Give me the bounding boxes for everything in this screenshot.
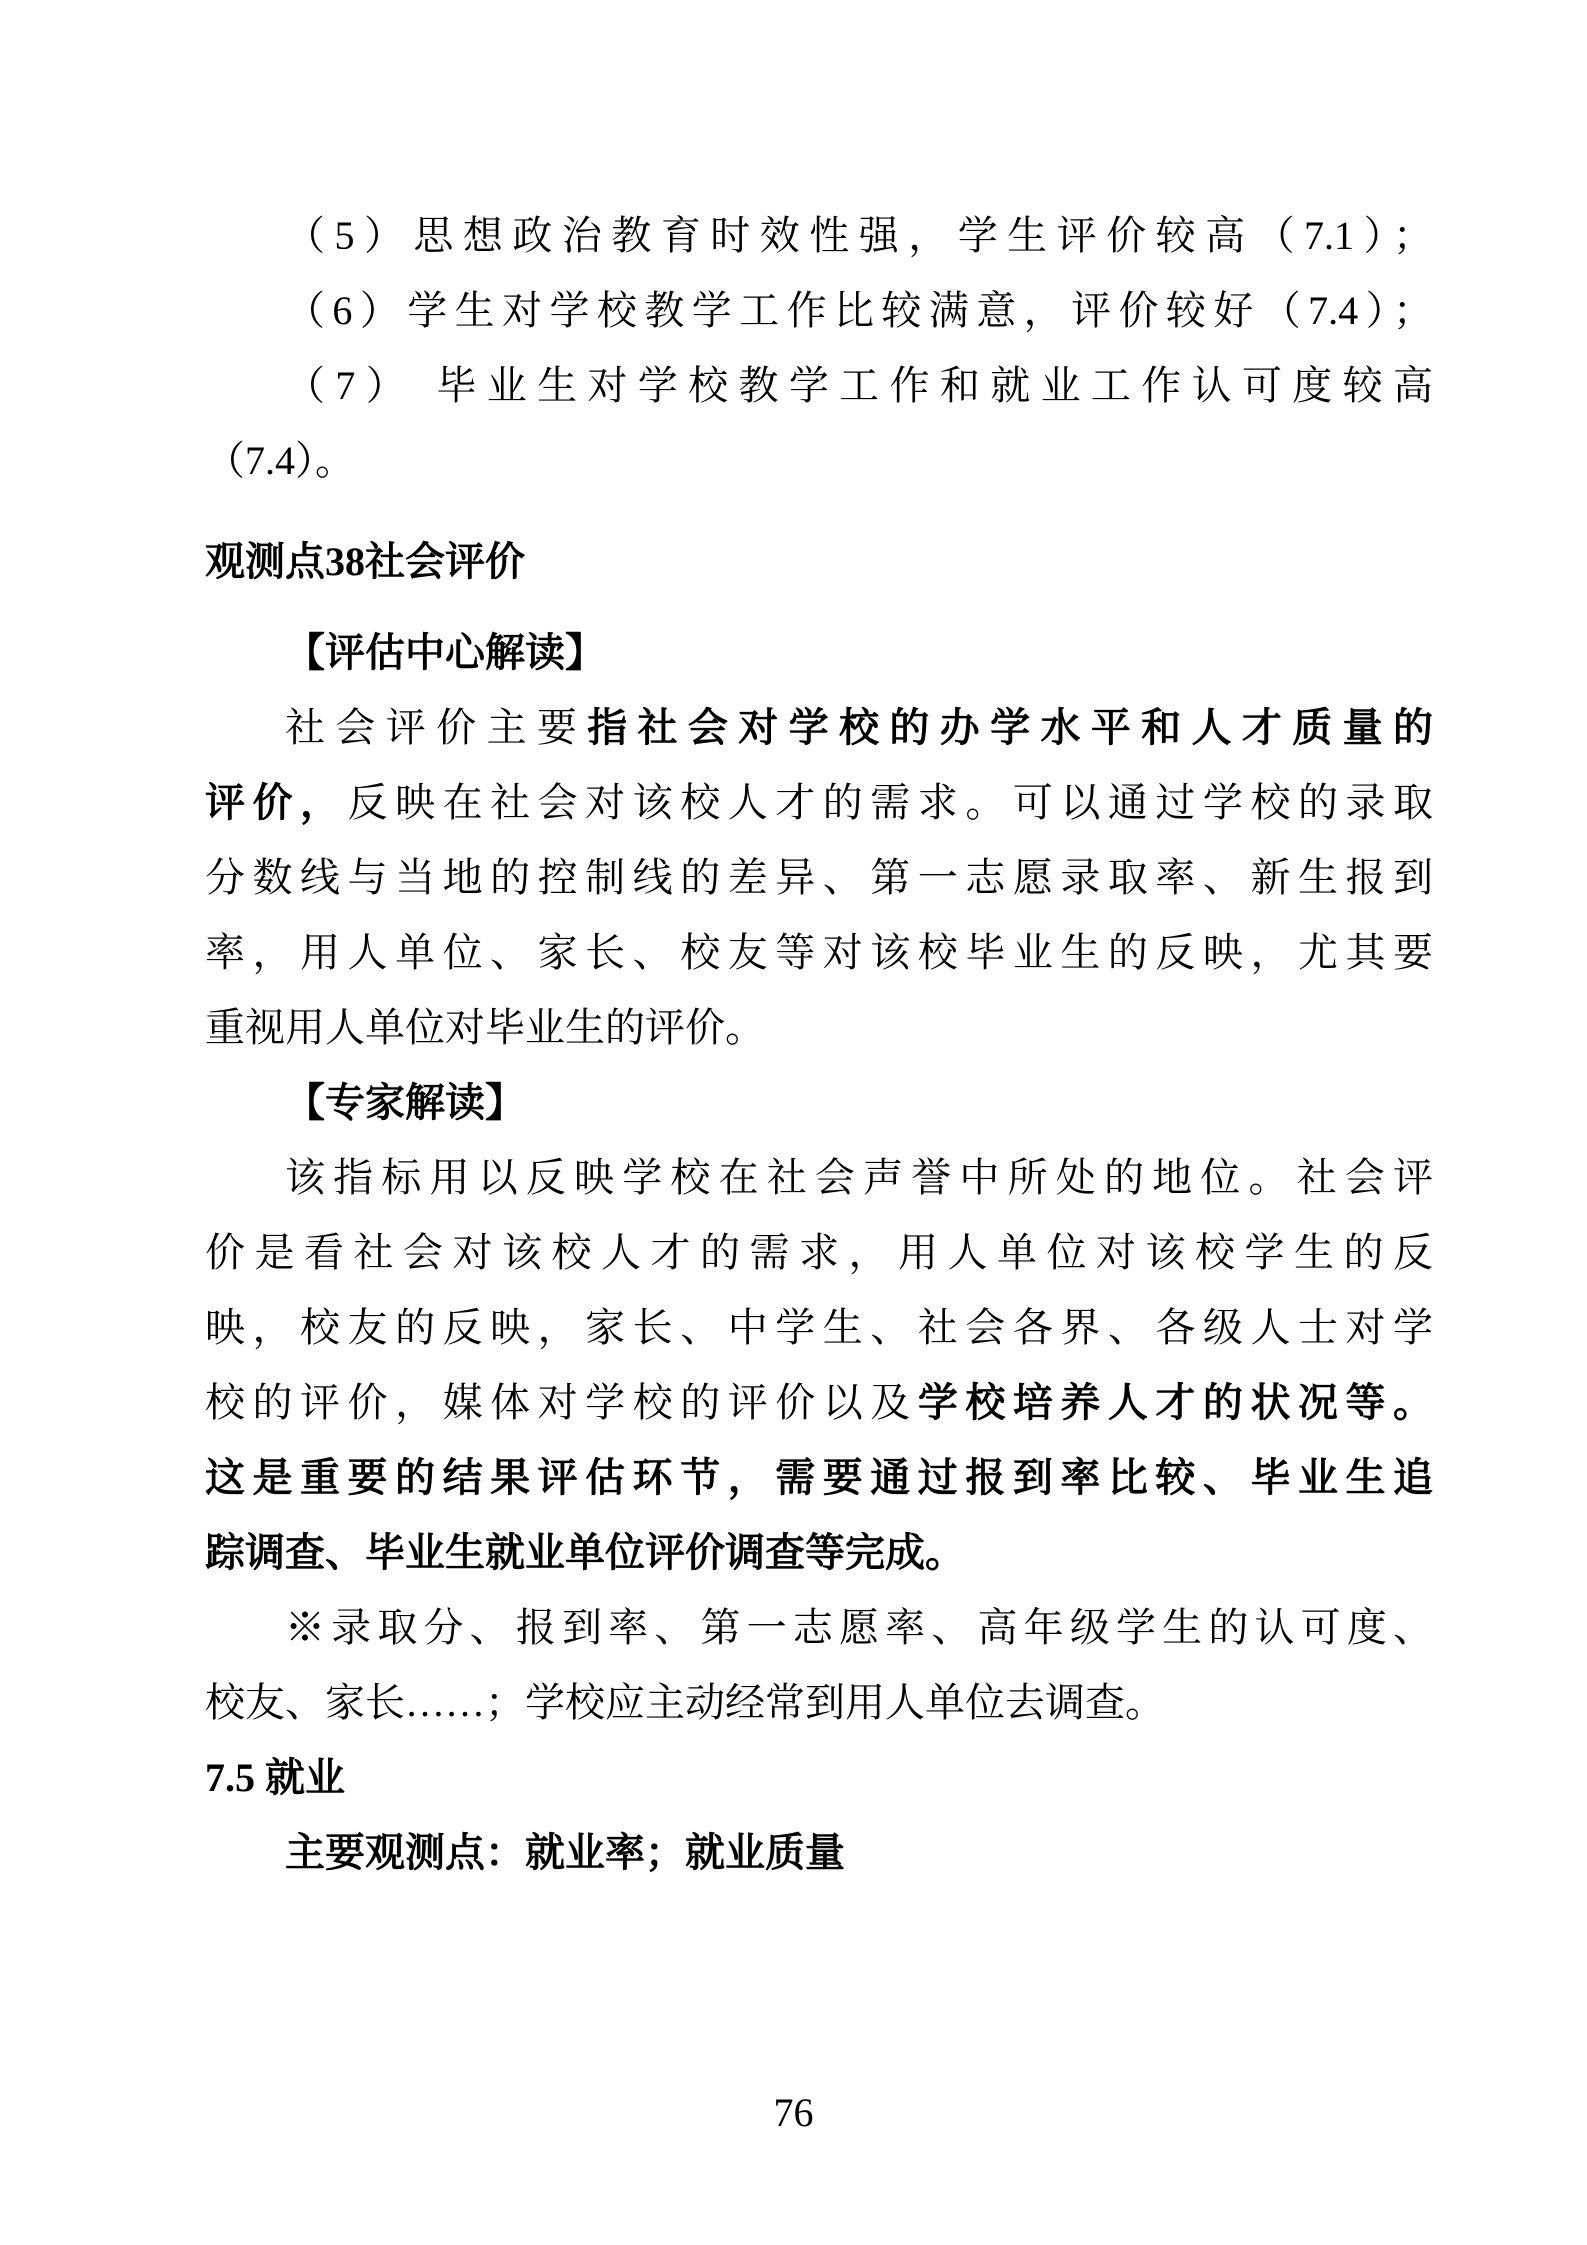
body-text: （6）学生对学校教学工作比较满意，评价较好（7.4）；: [285, 288, 1433, 333]
text-line: [205, 273, 1433, 348]
body-text: 反映在社会对该校人才的需求。可以通过学校的录取: [347, 780, 1434, 825]
paragraph-social-evaluation: [205, 690, 1433, 1065]
text-line: [205, 1215, 1433, 1290]
text-line: [205, 1665, 1433, 1740]
body-text: （7） 毕业生对学校教学工作和就业工作认可度较高: [285, 363, 1433, 408]
text-line: [205, 1815, 1433, 1890]
paragraph-item-7: [205, 348, 1433, 498]
document-body: [205, 198, 1433, 1890]
emphasis-text: 主要观测点：就业率；就业质量: [285, 1830, 845, 1875]
body-text: （5）思想政治教育时效性强，学生评价较高（7.1）；: [285, 213, 1433, 258]
paragraph-item-6: [205, 273, 1433, 348]
text-line: [205, 915, 1433, 990]
paragraph-main-observation-points: [205, 1815, 1433, 1890]
body-text: ※录取分、报到率、第一志愿率、高年级学生的认可度、: [285, 1605, 1433, 1650]
label-evaluation-center-interpretation: [205, 615, 1433, 690]
paragraph-item-5: [205, 198, 1433, 273]
text-line: [205, 524, 1433, 599]
text-line: [205, 198, 1433, 273]
emphasis-text: 【专家解读】: [285, 1080, 525, 1125]
text-line: [205, 765, 1433, 840]
body-text: 该指标用以反映学校在社会声誉中所处的地位。社会评: [285, 1155, 1433, 1200]
paragraph-indicator-explanation: [205, 1140, 1433, 1590]
emphasis-text: 评价，: [205, 780, 348, 825]
body-text: 分数线与当地的控制线的差异、第一志愿录取率、新生报到: [205, 855, 1433, 900]
text-line: [205, 1365, 1433, 1440]
label-expert-interpretation: [205, 1065, 1433, 1140]
body-text: 价是看社会对该校人才的需求，用人单位对该校学生的反: [205, 1230, 1433, 1275]
section-heading-7-5-employment: [205, 1740, 1433, 1815]
emphasis-text: 这是重要的结果评估环节，需要通过报到率比较、毕业生追: [205, 1455, 1433, 1500]
text-line: [205, 1590, 1433, 1665]
text-line: [205, 990, 1433, 1065]
text-line: [205, 690, 1433, 765]
body-text: 率，用人单位、家长、校友等对该校毕业生的反映，尤其要: [205, 930, 1433, 975]
emphasis-text: 指社会对学校的办学水平和人才质量的: [587, 705, 1434, 750]
text-line: [205, 1515, 1433, 1590]
body-text: 校的评价，媒体对学校的评价以及: [205, 1380, 918, 1425]
text-line: [205, 423, 1433, 498]
text-line: [205, 1740, 1433, 1815]
body-text: 重视用人单位对毕业生的评价。: [205, 1005, 765, 1050]
text-line: [205, 1140, 1433, 1215]
text-line: [205, 840, 1433, 915]
body-text: 校友、家长……；学校应主动经常到用人单位去调查。: [205, 1680, 1165, 1725]
text-line: [205, 1440, 1433, 1515]
body-text: 社会评价主要: [285, 705, 588, 750]
emphasis-text: 踪调查、毕业生就业单位评价调查等完成。: [205, 1530, 965, 1575]
emphasis-text: 观测点38社会评价: [205, 539, 525, 584]
section-heading-observation-point-38: [205, 524, 1433, 599]
body-text: 映，校友的反映，家长、中学生、社会各界、各级人士对学: [205, 1305, 1433, 1350]
text-line: [205, 348, 1433, 423]
emphasis-text: 【评估中心解读】: [285, 630, 605, 675]
text-line: [205, 1290, 1433, 1365]
paragraph-note: [205, 1590, 1433, 1740]
emphasis-text: 7.5 就业: [205, 1755, 345, 1800]
text-line: [205, 1065, 1433, 1140]
emphasis-text: 学校培养人才的状况等。: [917, 1380, 1434, 1425]
body-text: （7.4）。: [205, 438, 355, 483]
page-number: 76: [773, 2090, 814, 2135]
text-line: [205, 615, 1433, 690]
